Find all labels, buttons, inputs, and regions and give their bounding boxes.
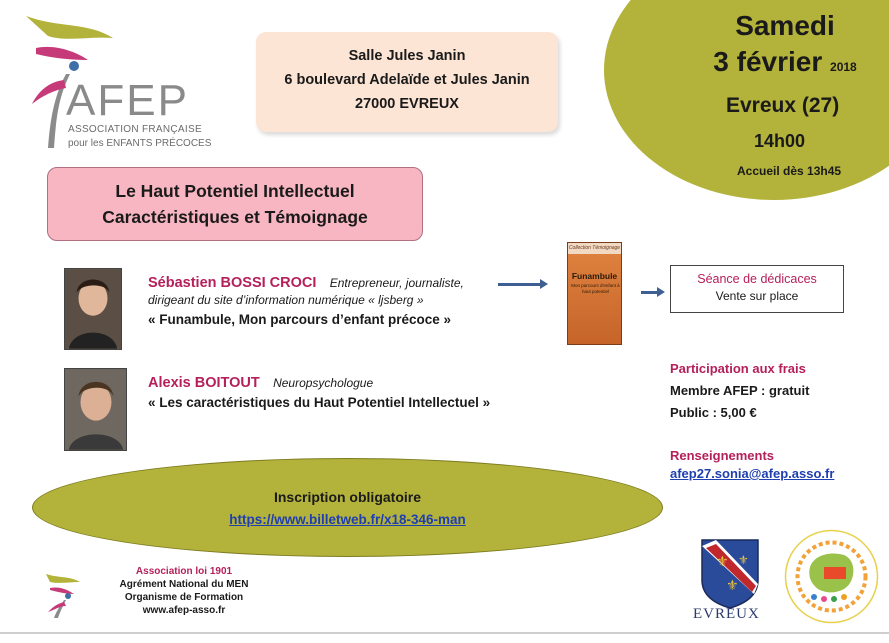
- speaker-1-photo: [64, 268, 122, 350]
- book-cover-icon: [567, 242, 622, 345]
- svg-text:⚜: ⚜: [716, 554, 729, 570]
- evreux-label: EVREUX: [693, 606, 760, 622]
- speaker-1-talk: « Funambule, Mon parcours d’enfant précoce »: [148, 312, 452, 327]
- date-year: 2018: [830, 60, 857, 74]
- venue-box: [256, 32, 558, 132]
- speaker-1-name: Sébastien BOSSI CROCI: [148, 275, 317, 291]
- footer-line-2: Agrément National du MEN: [119, 579, 249, 590]
- date-city: Evreux (27): [726, 94, 840, 117]
- participation-member: Membre AFEP : gratuit: [670, 383, 810, 398]
- speaker-2-talk: « Les caractéristiques du Haut Potentiel Intellectuel »: [148, 395, 491, 410]
- footer-text-block: [104, 565, 264, 617]
- date-date: 3 février: [713, 46, 823, 77]
- date-date-line: [690, 46, 880, 78]
- venue-line-2: 6 boulevard Adelaïde et Jules Janin: [284, 72, 530, 88]
- speaker-1-header: [148, 274, 464, 292]
- date-day: Samedi: [735, 10, 835, 41]
- book-subtitle: Mon parcours d'enfant à haut potentiel: [571, 283, 620, 294]
- event-title-box: [47, 167, 423, 241]
- date-accueil: Accueil dès 13h45: [737, 164, 842, 178]
- afep-subtitle-2: pour les ENFANTS PRÉCOCES: [68, 138, 212, 149]
- venue-line-3: 27000 EVREUX: [355, 96, 459, 112]
- inscription-ellipse: [32, 458, 663, 557]
- dedication-box: [670, 265, 844, 313]
- book-collection: Collection Témoignage: [568, 243, 621, 254]
- speaker-1-role: Entrepreneur, journaliste,: [329, 276, 464, 290]
- inscription-title: Inscription obligatoire: [273, 489, 421, 505]
- speaker-2-name: Alexis BOITOUT: [148, 375, 260, 391]
- event-title-line-1: Le Haut Potentiel Intellectuel: [115, 181, 355, 201]
- date-time: 14h00: [754, 131, 806, 151]
- svg-text:⚜: ⚜: [726, 578, 739, 594]
- info-title: Renseignements: [670, 448, 775, 463]
- footer-line-4: www.afep-asso.fr: [142, 605, 226, 616]
- speaker-1-role-2: dirigeant du site d’information numérique « ljsberg »: [148, 293, 424, 307]
- dedication-line-2: Vente sur place: [715, 289, 799, 303]
- arrow-right-icon: [498, 283, 542, 286]
- eure-badge-icon: [784, 529, 879, 624]
- participation-public: Public : 5,00 €: [670, 405, 757, 420]
- event-title-line-2: Caractéristiques et Témoignage: [102, 207, 368, 227]
- venue-line-1: Salle Jules Janin: [348, 48, 466, 64]
- book-title: Funambule: [571, 271, 618, 281]
- afep-subtitle-1: ASSOCIATION FRANÇAISE: [68, 124, 202, 135]
- speaker-2-photo: [64, 368, 127, 451]
- bottom-rule: [0, 632, 889, 634]
- afep-brand-text: AFEP: [66, 76, 189, 125]
- dedication-line-1: Séance de dédicaces: [697, 272, 817, 286]
- speaker-2-role: Neuropsychologue: [273, 376, 374, 390]
- participation-title: Participation aux frais: [670, 361, 806, 376]
- afep-small-logo-icon: [42, 570, 97, 620]
- inscription-url-link[interactable]: https://www.billetweb.fr/x18-346-man: [229, 512, 466, 527]
- speaker-2-header: [148, 374, 373, 392]
- footer-line-1: Association loi 1901: [135, 566, 233, 577]
- arrow-right-icon: [641, 291, 659, 294]
- svg-text:⚜: ⚜: [738, 553, 749, 567]
- info-email-link[interactable]: afep27.sonia@afep.asso.fr: [670, 466, 835, 481]
- footer-line-3: Organisme de Formation: [124, 592, 244, 603]
- date-block: [690, 10, 880, 78]
